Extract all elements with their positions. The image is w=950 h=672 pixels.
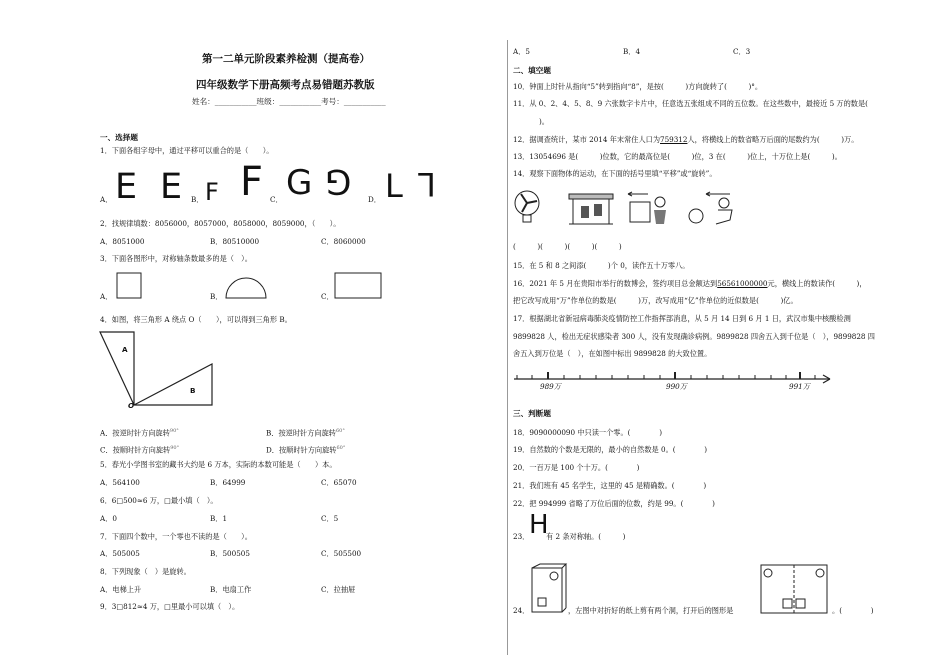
q7-opt-a: A．505005 — [100, 549, 140, 558]
q12: 12．据调查统计，某市 2014 年末常住人口为759312人，将横线上的数省略万后面的尾数约为( )万。 — [513, 135, 859, 144]
q17-line2: 9899828 人，检出无症状感染者 300 人，没有发现确诊病例。9899828 四舍五入到千位是（ ），9899828 四 — [513, 332, 875, 341]
q5-opt-c: C．65070 — [321, 478, 357, 487]
q23-text: 有 2 条对称轴。( ) — [546, 532, 626, 541]
q4-opt-d: D．按顺时针方向旋转$^{60^\circ}$ — [266, 445, 346, 455]
q4-opt-b: B．按逆时针方向旋转$^{60^\circ}$ — [266, 428, 345, 438]
q8-opt-a: A．电梯上升 — [100, 585, 142, 594]
q16-line1: 16．2021 年 5 月在贵阳市举行的数博会，签约项目总金额达到56561000000元，横线上的数读作( )， — [513, 279, 867, 288]
q17-line3: 舍五入到万位是（ ），在如图中标出 9899828 的大致位置。 — [513, 349, 712, 358]
q11-line1: 11．从 0、2、4、5、8、9 六张数字卡片中，任意选五张组成不同的五位数。在这些数中，最接近 5 万的数是( — [513, 99, 868, 108]
q8-opt-b: B．电扇工作 — [210, 585, 252, 594]
q5: 5．春光小学图书室的藏书大约是 6 万本，实际的本数可能是（ ）本。 — [100, 460, 337, 469]
q1-opt-b: B． — [191, 195, 204, 204]
q14-ball-kick-picture — [686, 190, 742, 228]
q4-triangles-figure — [98, 330, 216, 412]
q7-opt-c: C．505500 — [321, 549, 362, 558]
q9-opt-b: B．4 — [623, 47, 641, 56]
numline-label-991: 991万 — [789, 382, 810, 391]
q6-opt-b: B．1 — [210, 514, 228, 523]
q1-letter-a1: E — [115, 167, 138, 207]
q1-letter-b2: F — [240, 159, 264, 205]
q11-line2: )。 — [539, 117, 549, 126]
q6: 6．6□500≈6 万，□最小填（ ）。 — [100, 496, 218, 505]
q2-opt-b: B．80510000 — [210, 237, 260, 246]
q9-opt-a: A．5 — [513, 47, 530, 56]
q9: 9．3□812≈4 万，□里最小可以填（ ）。 — [100, 602, 240, 611]
q16-line2: 把它改写成用“万”作单位的数是( )万，改写成用“亿”作单位的近似数是( )亿。 — [513, 296, 798, 305]
q4-label-o: O — [128, 401, 135, 410]
q4-label-a: A — [122, 345, 128, 354]
q4: 4．如图，将三角形 A 绕点 O（ ），可以得到三角形 B。 — [100, 315, 292, 324]
q24-number: 24． — [513, 606, 530, 615]
q1-letter-c1: G — [286, 163, 313, 203]
section-judge: 三、判断题 — [513, 409, 551, 418]
q1-opt-c: C． — [270, 195, 283, 204]
q4-opt-a: A．按逆时针方向旋转$^{90^\circ}$ — [100, 428, 179, 438]
q5-opt-b: B．64999 — [210, 478, 246, 487]
q3-semicircle — [225, 276, 267, 300]
q1-letter-c2: G — [325, 161, 352, 201]
q4-label-b: B — [190, 386, 196, 395]
q8: 8．下列现象（ ）是旋转。 — [100, 567, 191, 576]
q23-letter-h: H — [529, 510, 549, 540]
q1-letter-b1: F — [205, 178, 219, 206]
q24-text: ，左图中对折好的纸上剪有两个洞，打开后的图形是 — [568, 606, 734, 615]
q18: 18．9090000090 中只读一个零。( ) — [513, 428, 663, 437]
q21: 21．我们班有 45 名学生，这里的 45 是精确数。( ) — [513, 481, 707, 490]
q23-number: 23． — [513, 532, 530, 541]
q14: 14．观察下面物体的运动，在下面的括号里填“平移”或“旋转”。 — [513, 169, 717, 178]
q6-opt-a: A．0 — [100, 514, 117, 523]
q13: 13．13054696 是( )位数，它的最高位是( )位，3 在( )位上，十万位上是( )。 — [513, 152, 842, 161]
q3-opt-a: A． — [100, 292, 113, 301]
q19: 19．自然数的个数是无限的，最小的自然数是 0。( ) — [513, 445, 708, 454]
section-choice: 一、选择题 — [100, 133, 138, 142]
q8-opt-c: C．拉抽屉 — [321, 585, 356, 594]
q7-opt-b: B．500505 — [210, 549, 250, 558]
q1-opt-a: A． — [100, 195, 113, 204]
q1: 1．下面各组字母中，通过平移可以重合的是（ ）。 — [100, 146, 274, 155]
q1-letter-a2: E — [160, 167, 183, 207]
q9-opt-c: C．3 — [733, 47, 751, 56]
q14-elevator-picture — [567, 192, 615, 226]
q14-fan-picture — [512, 190, 542, 224]
q1-letter-d2: L — [418, 165, 436, 203]
q20: 20．一百万是 100 个十万。( ) — [513, 463, 640, 472]
numline-label-990: 990万 — [666, 382, 687, 391]
q3-opt-c: C． — [321, 292, 334, 301]
q15: 15．在 5 和 8 之间添( )个 0，读作五十万零八。 — [513, 261, 690, 270]
q10: 10．钟面上时针从指向“5”转到指向“8”，是按( )方向旋转了( )°。 — [513, 82, 763, 91]
q24-end: 。( ) — [832, 606, 874, 615]
q2-opt-c: C．8060000 — [321, 237, 366, 246]
column-divider — [507, 40, 508, 655]
q14-box-push-picture — [626, 190, 676, 228]
q17-line1: 17．根据湖北省新冠病毒肺炎疫情防控工作指挥部消息，从 5 月 14 日到 6 月 1 日，武汉市集中核酸检测 — [513, 314, 851, 323]
title-sub: 四年级数学下册高频考点易错题苏教版 — [196, 79, 375, 91]
q3: 3．下面各图形中，对称轴条数最多的是（ ）。 — [100, 254, 252, 263]
q2-opt-a: A．8051000 — [100, 237, 145, 246]
q1-opt-d: D． — [368, 195, 381, 204]
q5-opt-a: A．564100 — [100, 478, 140, 487]
q3-rectangle — [334, 272, 382, 300]
q14-blanks: ( )( )( )( ) — [513, 242, 622, 251]
q6-opt-c: C．5 — [321, 514, 339, 523]
q3-square — [116, 272, 142, 300]
q24-opened-paper — [759, 563, 831, 615]
q24-folded-paper — [528, 562, 568, 614]
q3-opt-b: B． — [210, 292, 223, 301]
q7: 7．下面四个数中，一个零也不读的是（ ）。 — [100, 532, 252, 541]
q1-letter-d1: L — [385, 167, 403, 205]
numline-label-989: 989万 — [540, 382, 561, 391]
q2: 2．找规律填数：8056000，8057000，8058000，8059000，（ ）。 — [100, 219, 341, 228]
q22: 22．把 994999 省略了万位后面的位数，约是 99。( ) — [513, 499, 715, 508]
q4-opt-c: C．按顺时针方向旋转$^{90^\circ}$ — [100, 445, 180, 455]
student-info: 姓名：___________班级：___________考号：___________ — [192, 97, 386, 106]
title-main: 第一二单元阶段素养检测（提高卷） — [202, 53, 370, 65]
section-fill: 二、填空题 — [513, 66, 551, 75]
